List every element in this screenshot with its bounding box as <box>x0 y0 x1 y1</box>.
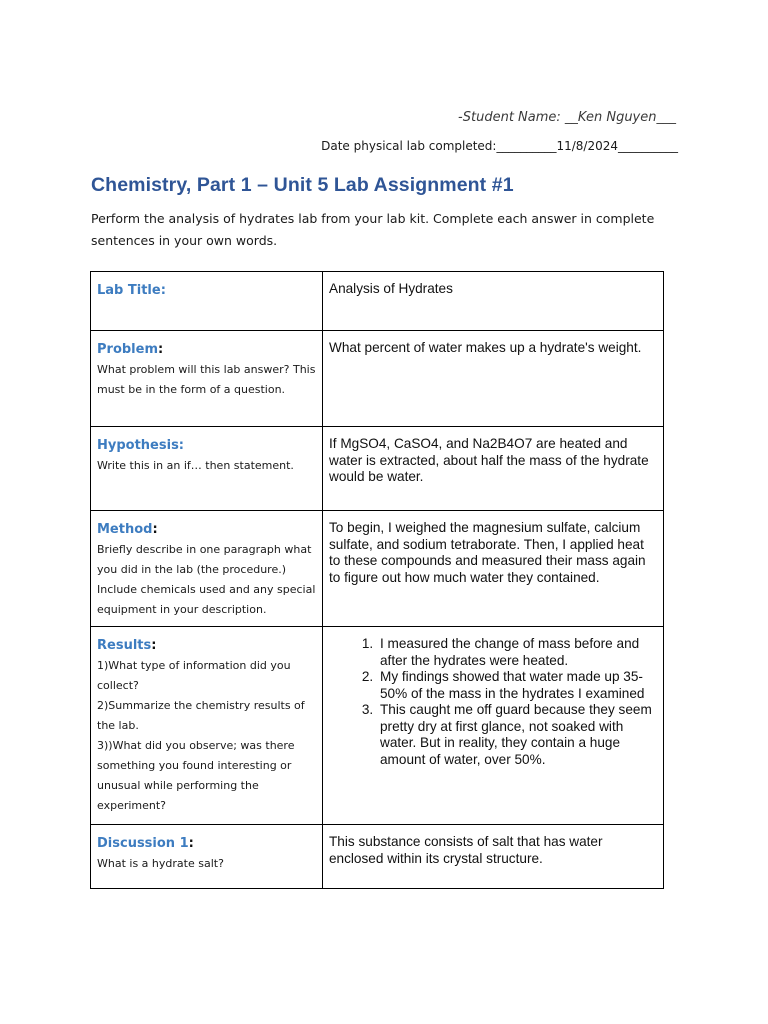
row-method <box>91 511 664 627</box>
results-answer <box>323 627 664 825</box>
discussion-1-description: What is a hydrate salt? <box>97 857 224 870</box>
hypothesis-label: Hypothesis: <box>97 438 185 453</box>
intro-text: Perform the analysis of hydrates lab from your lab kit. Complete each answer in complete sentences in your own words. <box>91 211 655 248</box>
problem-label-colon: : <box>158 342 164 357</box>
results-label: Results <box>97 638 152 653</box>
row-results <box>91 627 664 825</box>
lab-title-label-cell <box>91 272 323 331</box>
discussion-1-label-cell <box>91 825 323 889</box>
problem-answer-text: What percent of water makes up a hydrate's weight. <box>329 340 642 355</box>
lab-title-answer <box>323 272 664 331</box>
hypothesis-answer <box>323 427 664 511</box>
discussion-1-answer-text: This substance consists of salt that has water enclosed within its crystal structure. <box>329 834 603 866</box>
lab-table <box>90 271 664 889</box>
problem-label-cell <box>91 331 323 427</box>
hypothesis-description: Write this in an if… then statement. <box>97 459 294 472</box>
date-completed: Date physical lab completed:__________11/8/2024__________ <box>321 139 678 153</box>
results-description-3: 3))What did you observe; was there something you found interesting or unusual while performing the experiment? <box>97 739 295 812</box>
results-description-2: 2)Summarize the chemistry results of the lab. <box>97 699 305 732</box>
discussion-1-answer <box>323 825 664 889</box>
hypothesis-label-cell <box>91 427 323 511</box>
results-answer-list <box>329 636 657 768</box>
problem-description: What problem will this lab answer? This must be in the form of a question. <box>97 363 316 396</box>
lab-title-label: Lab Title: <box>97 283 166 298</box>
results-description-1: 1)What type of information did you collect? <box>97 659 291 692</box>
row-hypothesis <box>91 427 664 511</box>
problem-answer <box>323 331 664 427</box>
method-label-cell <box>91 511 323 627</box>
page-title: Chemistry, Part 1 – Unit 5 Lab Assignment #1 <box>91 174 514 196</box>
method-answer <box>323 511 664 627</box>
discussion-1-label: Discussion 1 <box>97 836 189 851</box>
problem-label: Problem <box>97 342 158 357</box>
results-label-colon: : <box>151 638 157 653</box>
discussion-1-label-colon: : <box>188 836 194 851</box>
row-lab-title <box>91 272 664 331</box>
method-label-colon: : <box>152 522 158 537</box>
method-label: Method <box>97 522 153 537</box>
results-label-cell <box>91 627 323 825</box>
row-discussion-1 <box>91 825 664 889</box>
method-answer-text: To begin, I weighed the magnesium sulfate, calcium sulfate, and sodium tetraborate. Then, I applied heat to these compounds and measured their mass again to figure out how much water they contained. <box>329 520 646 585</box>
method-description: Briefly describe in one paragraph what you did in the lab (the procedure.) Include chemicals used and any special equipment in your description. <box>97 543 316 616</box>
results-answer-item: 3. This caught me off guard because they seem pretty dry at first glance, not soaked with water. But in reality, they contain a huge amount of water, over 50%. <box>377 702 657 768</box>
student-name: -Student Name: __Ken Nguyen___ <box>458 110 676 125</box>
hypothesis-answer-text: If MgSO4, CaSO4, and Na2B4O7 are heated and water is extracted, about half the mass of the hydrate would be water. <box>329 436 649 484</box>
results-answer-item: 2. My findings showed that water made up 35-50% of the mass in the hydrates I examined <box>377 669 657 702</box>
lab-title-answer-text: Analysis of Hydrates <box>329 281 453 296</box>
row-problem <box>91 331 664 427</box>
results-answer-item: 1. I measured the change of mass before and after the hydrates were heated. <box>377 636 657 669</box>
